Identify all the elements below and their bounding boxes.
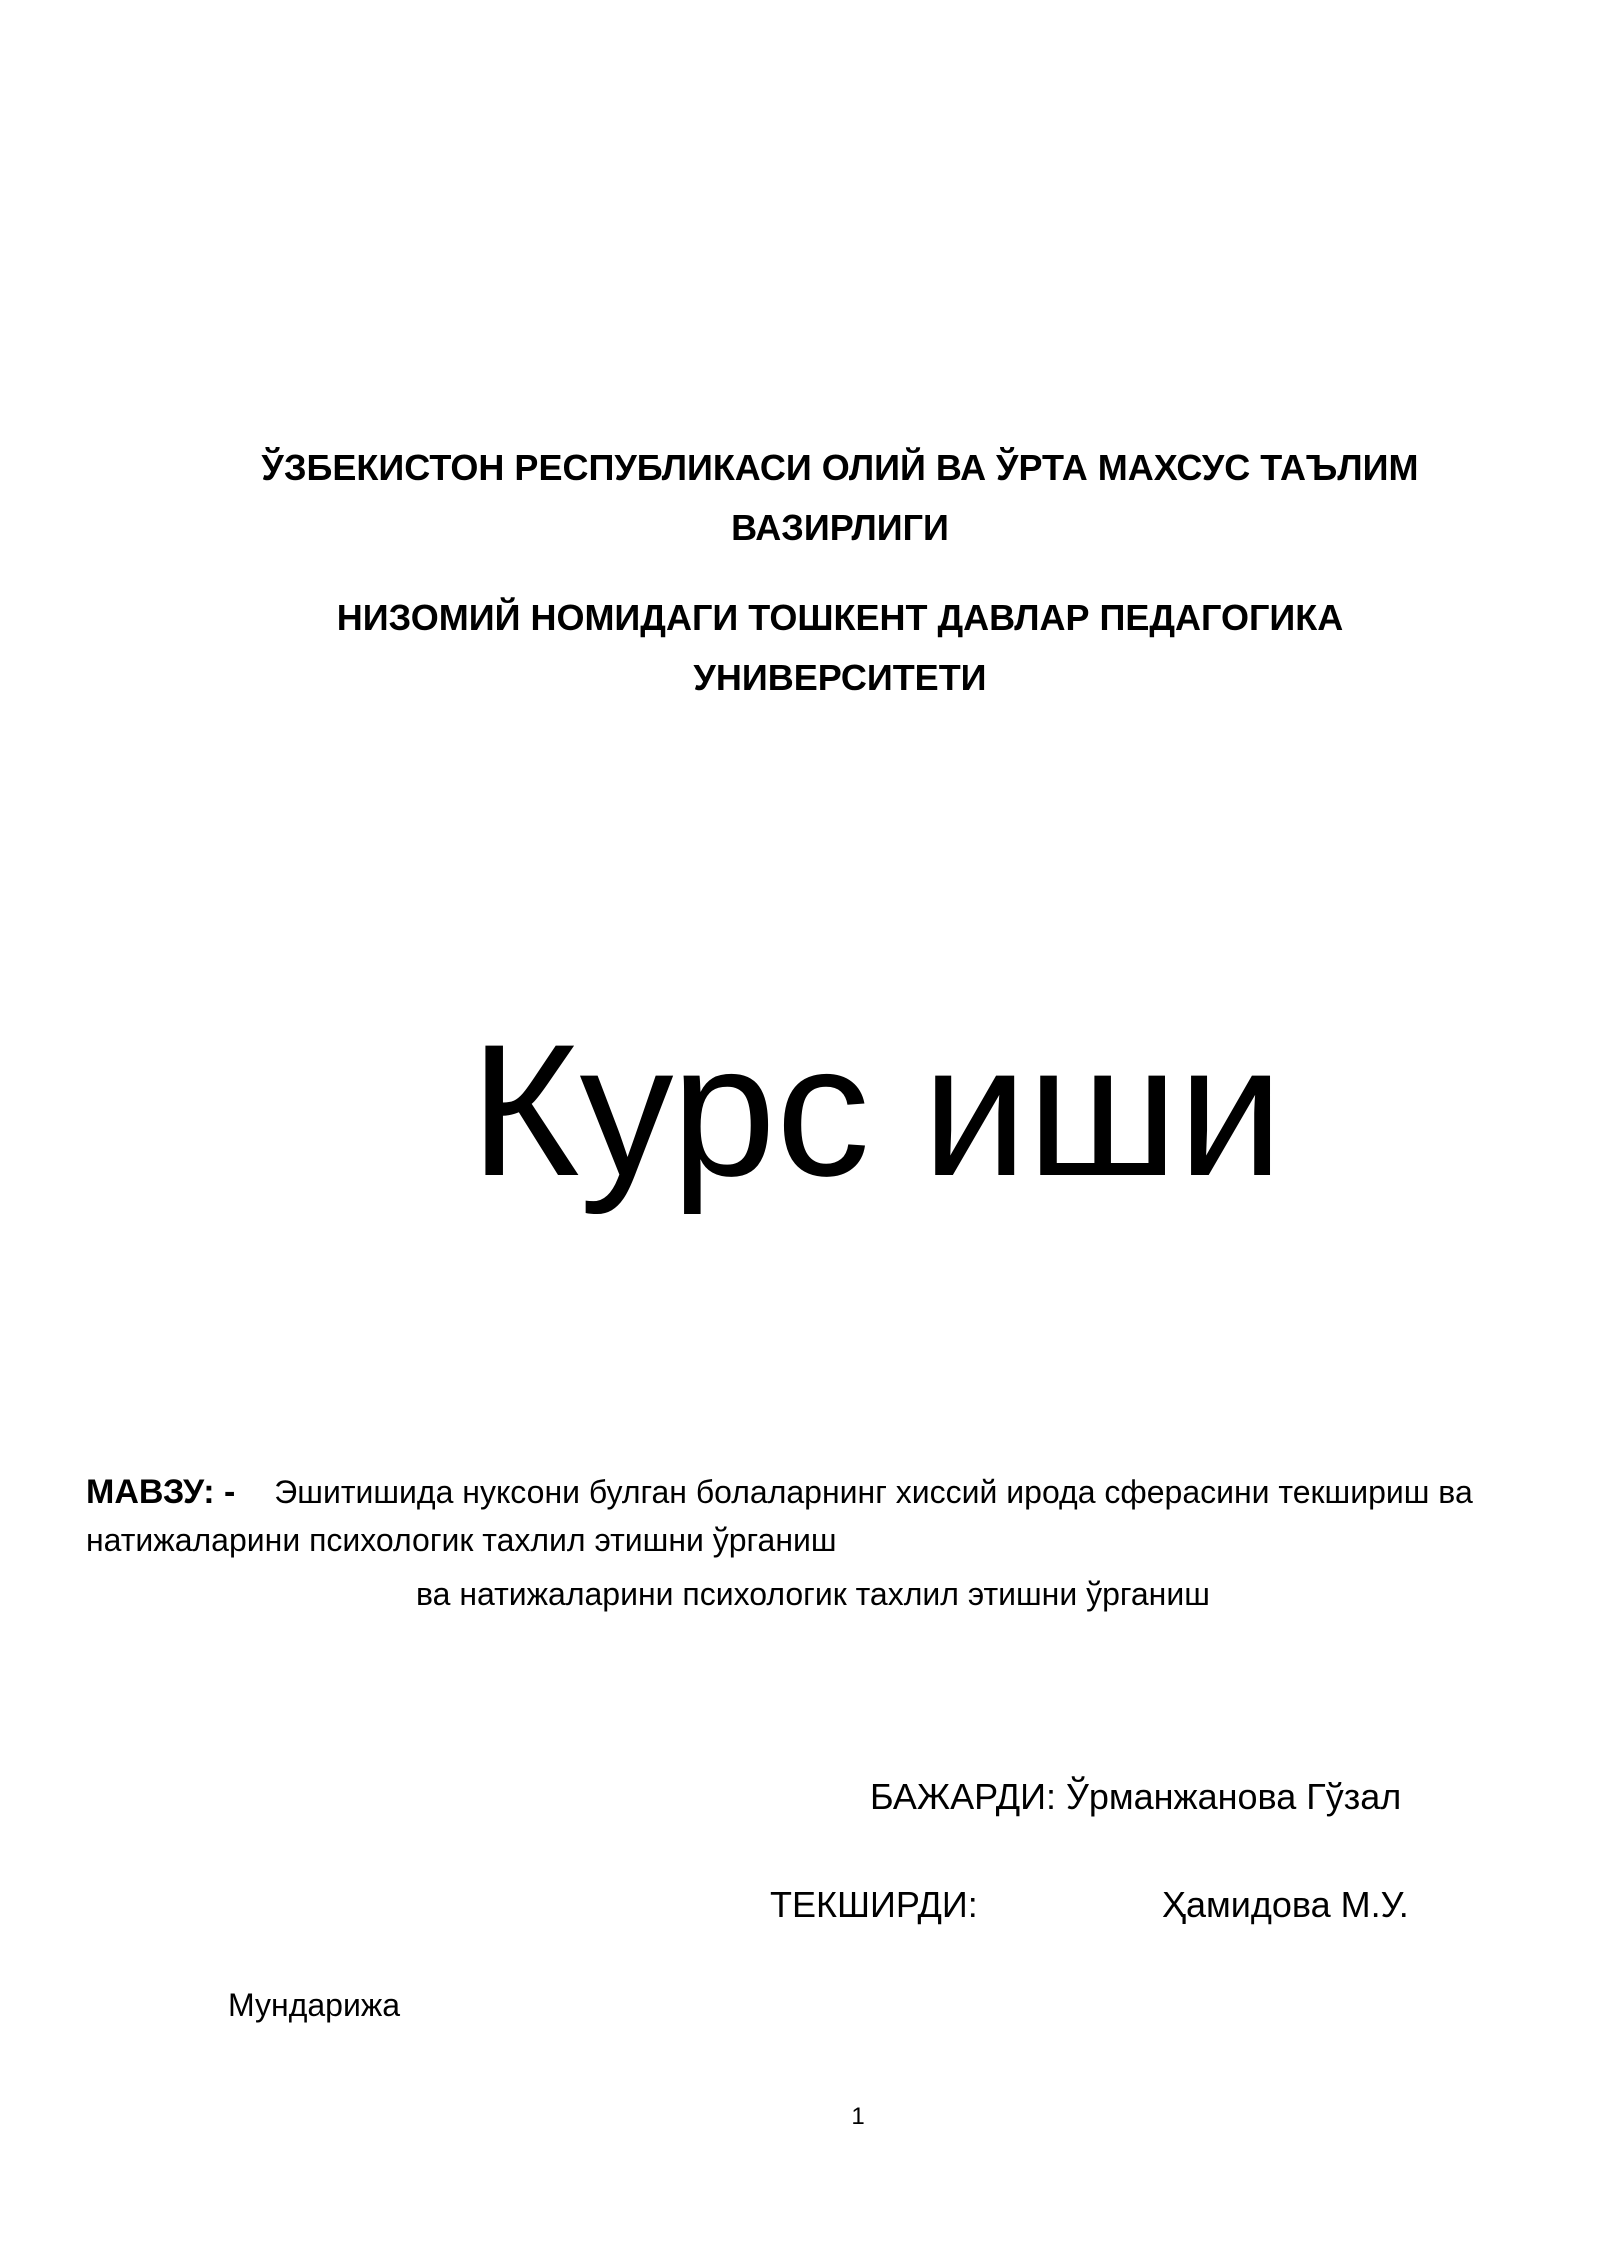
ministry-heading bbox=[200, 438, 1480, 558]
university-heading-line-2: УНИВЕРСИТЕТИ bbox=[693, 657, 987, 698]
university-heading-line-1: НИЗОМИЙ НОМИДАГИ ТОШКЕНТ ДАВЛАР ПЕДАГОГИКА bbox=[336, 597, 1344, 638]
topic-text: Эшитишида нуксони булган болаларнинг хиссий ирода сферасини текшириш ва натижаларини психологик тахлил этишни ўрганиш bbox=[86, 1474, 1473, 1558]
checked-by-label: ТЕКШИРДИ: bbox=[770, 1884, 978, 1925]
topic-repeated-line: ва натижаларини психологик тахлил этишни ўрганиш bbox=[416, 1576, 1210, 1612]
ministry-heading-line-1: ЎЗБЕКИСТОН РЕСПУБЛИКАСИ ОЛИЙ ВА ЎРТА МАХСУС ТАЪЛИМ bbox=[261, 447, 1419, 488]
checked-by-name: Ҳамидова М.У. bbox=[1162, 1884, 1409, 1925]
university-heading bbox=[200, 588, 1480, 708]
performed-by: БАЖАРДИ: Ўрманжанова Гўзал bbox=[870, 1776, 1402, 1817]
document-title: Курс иши bbox=[470, 1005, 1284, 1215]
ministry-heading-line-2: ВАЗИРЛИГИ bbox=[731, 507, 949, 548]
topic-label: МАВЗУ: - bbox=[86, 1473, 236, 1511]
page-number: 1 bbox=[851, 2103, 865, 2130]
contents-heading: Мундарижа bbox=[228, 1987, 401, 2023]
topic-block bbox=[86, 1468, 1566, 1564]
